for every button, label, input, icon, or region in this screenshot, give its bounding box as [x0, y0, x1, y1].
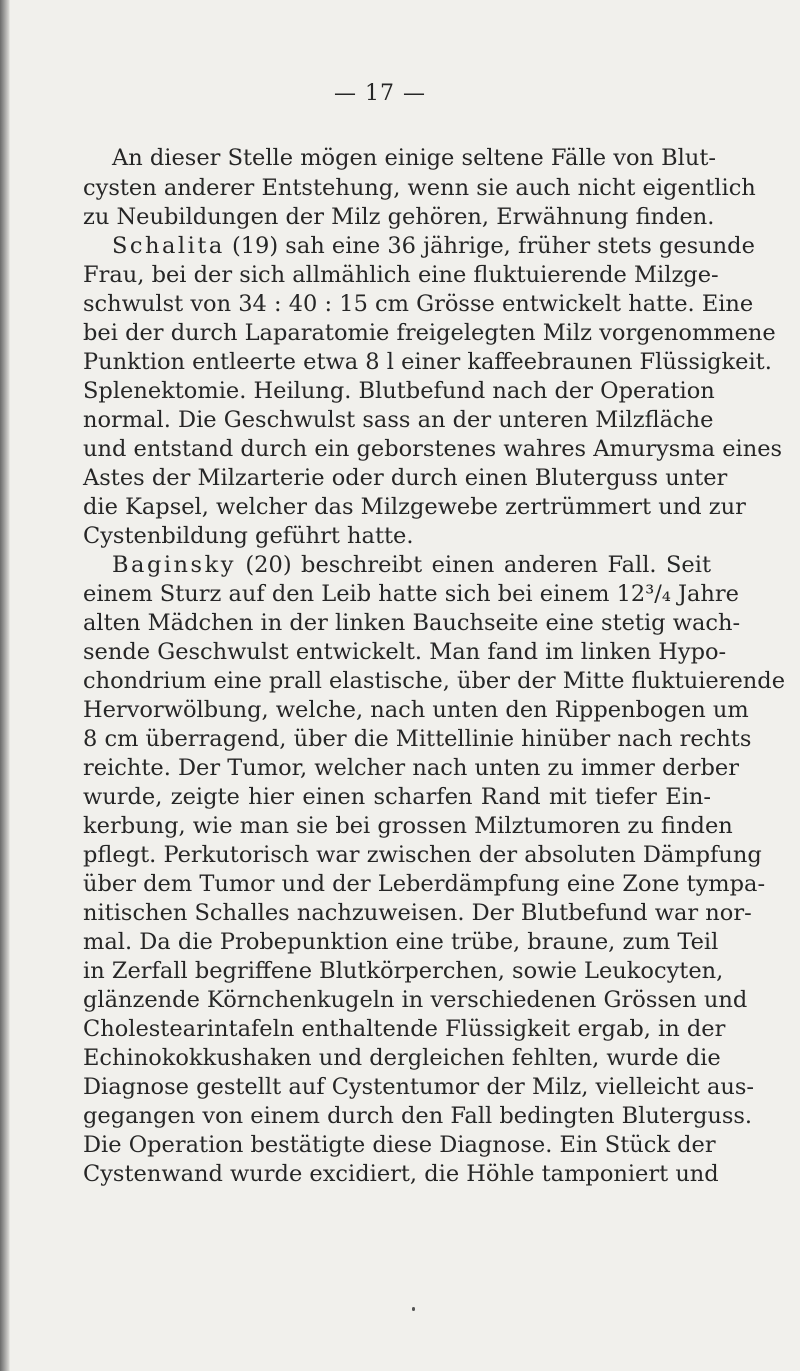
text-line: An dieser Stelle mögen einige seltene Fälle von Blut-	[112, 145, 717, 171]
text-line: Astes der Milzarterie oder durch einen Bluterguss unter	[83, 465, 728, 491]
text-line: zu Neubildungen der Milz gehören, Erwähnung finden.	[83, 204, 715, 230]
text-line: gegangen von einem durch den Fall bedingten Bluterguss.	[83, 1103, 753, 1129]
page-number: — 17 —	[334, 81, 426, 106]
text-line: in Zerfall begriffene Blutkörperchen, sowie Leukocyten,	[83, 958, 724, 984]
text-line: normal. Die Geschwulst sass an der unteren Milzfläche	[83, 407, 714, 433]
text-line: Splenektomie. Heilung. Blutbefund nach der Operation	[83, 378, 715, 404]
text-line: Hervorwölbung, welche, nach unten den Rippenbogen um	[83, 697, 749, 723]
text-line: Diagnose gestellt auf Cystentumor der Milz, vielleicht aus-	[83, 1074, 755, 1100]
author-name: Baginsky	[112, 552, 236, 578]
text-line: chondrium eine prall elastische, über der Mitte fluktuierende	[83, 668, 786, 694]
text-line: reichte. Der Tumor, welcher nach unten zu immer derber	[83, 755, 740, 781]
print-speck	[412, 1307, 415, 1311]
text-line-rest: (20) beschreibt einen anderen Fall. Seit	[245, 552, 711, 578]
text-line: 8 cm überragend, über die Mittellinie hinüber nach rechts	[83, 726, 752, 752]
text-line: schwulst von 34 : 40 : 15 cm Grösse entwickelt hatte. Eine	[83, 291, 754, 317]
text-line	[112, 551, 711, 579]
text-line-rest: (19) sah eine 36 jährige, früher stets gesunde	[231, 233, 755, 259]
text-line: glänzende Körnchenkugeln in verschiedenen Grössen und	[83, 987, 748, 1013]
text-line: Frau, bei der sich allmählich eine fluktuierende Milzge-	[83, 262, 719, 288]
text-line: nitischen Schalles nachzuweisen. Der Blutbefund war nor-	[83, 900, 752, 926]
text-line: Punktion entleerte etwa 8 l einer kaffeebraunen Flüssigkeit.	[83, 349, 772, 375]
text-line: cysten anderer Entstehung, wenn sie auch nicht eigentlich	[83, 175, 756, 201]
text-line: mal. Da die Probepunktion eine trübe, braune, zum Teil	[83, 929, 719, 955]
text-line: bei der durch Laparatomie freigelegten Milz vorgenommene	[83, 320, 776, 346]
text-line: kerbung, wie man sie bei grossen Milztumoren zu finden	[83, 813, 733, 839]
text-line: pflegt. Perkutorisch war zwischen der absoluten Dämpfung	[83, 842, 762, 868]
text-line: wurde, zeigte hier einen scharfen Rand mit tiefer Ein-	[83, 784, 711, 810]
text-line: Echinokokkushaken und dergleichen fehlten, wurde die	[83, 1045, 721, 1071]
text-line: sende Geschwulst entwickelt. Man fand im linken Hypo-	[83, 639, 727, 665]
author-name: Schalita	[112, 233, 225, 259]
text-line: Die Operation bestätigte diese Diagnose. Ein Stück der	[83, 1132, 716, 1158]
text-line: einem Sturz auf den Leib hatte sich bei einem 12³/₄ Jahre	[83, 581, 739, 607]
text-line: Cystenwand wurde excidiert, die Höhle tamponiert und	[83, 1161, 719, 1187]
text-line: und entstand durch ein geborstenes wahres Amurysma eines	[83, 436, 783, 462]
text-line	[112, 232, 755, 260]
text-line: die Kapsel, welcher das Milzgewebe zertrümmert und zur	[83, 494, 746, 520]
text-line: Cystenbildung geführt hatte.	[83, 523, 414, 549]
text-line: alten Mädchen in der linken Bauchseite eine stetig wach-	[83, 610, 741, 636]
text-line: über dem Tumor und der Leberdämpfung eine Zone tympa-	[83, 871, 766, 897]
text-line: Cholestearintafeln enthaltende Flüssigkeit ergab, in der	[83, 1016, 726, 1042]
